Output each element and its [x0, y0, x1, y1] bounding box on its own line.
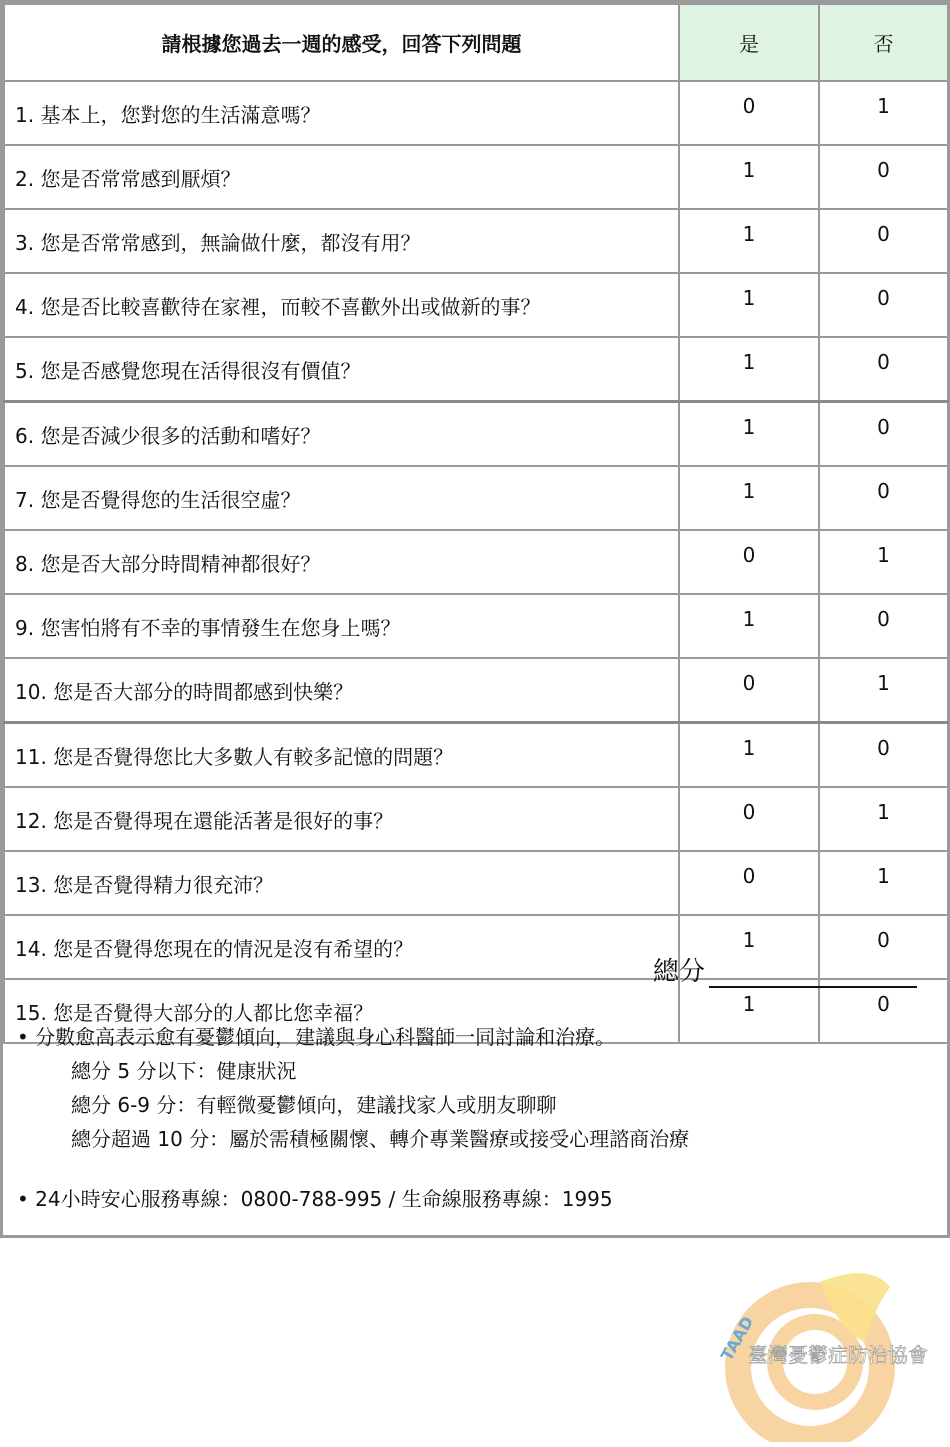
yes-score[interactable]: 0	[679, 787, 819, 851]
question-text: 9. 您害怕將有不幸的事情發生在您身上嗎？	[4, 594, 679, 658]
table-row	[4, 530, 948, 594]
no-score[interactable]: 0	[819, 466, 948, 530]
table-row	[4, 402, 948, 467]
score-range-1: 總分 5 分以下：健康狀況	[71, 1059, 297, 1083]
table-row	[4, 851, 948, 915]
no-score[interactable]: 1	[819, 658, 948, 723]
no-score[interactable]: 1	[819, 530, 948, 594]
total-blank[interactable]	[709, 960, 917, 988]
question-text: 13. 您是否覺得精力很充沛？	[4, 851, 679, 915]
score-range-2: 總分 6-9 分：有輕微憂鬱傾向，建議找家人或朋友聊聊	[71, 1093, 557, 1117]
question-text: 1. 基本上，您對您的生活滿意嗎？	[4, 81, 679, 145]
taad-logo	[700, 1262, 950, 1442]
no-score[interactable]: 1	[819, 851, 948, 915]
question-text: 4. 您是否比較喜歡待在家裡，而較不喜歡外出或做新的事？	[4, 273, 679, 337]
total-score	[653, 951, 917, 988]
notes	[17, 1020, 689, 1216]
no-score[interactable]: 0	[819, 402, 948, 467]
question-header: 請根據您過去一週的感受，回答下列問題	[4, 4, 679, 81]
question-text: 5. 您是否感覺您現在活得很沒有價值？	[4, 337, 679, 402]
yes-score[interactable]: 1	[679, 402, 819, 467]
question-text: 15. 您是否覺得大部分的人都比您幸福？	[4, 979, 679, 1043]
question-text: 12. 您是否覺得現在還能活著是很好的事？	[4, 787, 679, 851]
yes-score[interactable]: 1	[679, 466, 819, 530]
no-score[interactable]: 0	[819, 594, 948, 658]
note-bullet-2: • 24小時安心服務專線：0800-788-995 / 生命線服務專線：1995	[17, 1187, 613, 1211]
table-row	[4, 145, 948, 209]
question-text: 6. 您是否減少很多的活動和嗜好？	[4, 402, 679, 467]
table-row	[4, 273, 948, 337]
note-bullet-1: • 分數愈高表示愈有憂鬱傾向，建議與身心科醫師一同討論和治療。	[17, 1025, 616, 1049]
no-score[interactable]: 0	[819, 979, 948, 1043]
yes-score[interactable]: 1	[679, 337, 819, 402]
yes-score[interactable]: 1	[679, 723, 819, 788]
table-row	[4, 787, 948, 851]
no-score[interactable]: 1	[819, 81, 948, 145]
question-text: 8. 您是否大部分時間精神都很好？	[4, 530, 679, 594]
no-score[interactable]: 0	[819, 209, 948, 273]
no-score[interactable]: 1	[819, 787, 948, 851]
yes-score[interactable]: 0	[679, 851, 819, 915]
question-text: 11. 您是否覺得您比大多數人有較多記憶的問題？	[4, 723, 679, 788]
yes-score[interactable]: 0	[679, 530, 819, 594]
table-row	[4, 337, 948, 402]
yes-score[interactable]: 1	[679, 273, 819, 337]
no-score[interactable]: 0	[819, 337, 948, 402]
question-text: 14. 您是否覺得您現在的情況是沒有希望的？	[4, 915, 679, 979]
yes-score[interactable]: 1	[679, 145, 819, 209]
no-score[interactable]: 0	[819, 273, 948, 337]
question-text: 2. 您是否常常感到厭煩？	[4, 145, 679, 209]
table-row	[4, 209, 948, 273]
total-label: 總分	[652, 957, 705, 987]
table-row	[4, 466, 948, 530]
yes-header: 是	[679, 4, 819, 81]
yes-score[interactable]: 1	[679, 209, 819, 273]
svg-text:TAAD: TAAD	[717, 1313, 758, 1364]
score-range-3: 總分超過 10 分：屬於需積極關懷、轉介專業醫療或接受心理諮商治療	[71, 1127, 690, 1151]
svg-text:臺灣憂鬱症防治協會: 臺灣憂鬱症防治協會	[748, 1343, 928, 1367]
no-score[interactable]: 0	[819, 915, 948, 979]
question-text: 10. 您是否大部分的時間都感到快樂？	[4, 658, 679, 723]
no-header: 否	[819, 4, 948, 81]
yes-score[interactable]: 0	[679, 81, 819, 145]
questionnaire-table	[3, 3, 949, 1044]
table-row	[4, 594, 948, 658]
yes-score[interactable]: 1	[679, 915, 819, 979]
table-row	[4, 723, 948, 788]
no-score[interactable]: 0	[819, 145, 948, 209]
yes-score[interactable]: 1	[679, 594, 819, 658]
no-score[interactable]: 0	[819, 723, 948, 788]
table-row	[4, 658, 948, 723]
yes-score[interactable]: 1	[679, 979, 819, 1043]
question-text: 7. 您是否覺得您的生活很空虛？	[4, 466, 679, 530]
table-row	[4, 81, 948, 145]
question-text: 3. 您是否常常感到，無論做什麼，都沒有用？	[4, 209, 679, 273]
yes-score[interactable]: 0	[679, 658, 819, 723]
